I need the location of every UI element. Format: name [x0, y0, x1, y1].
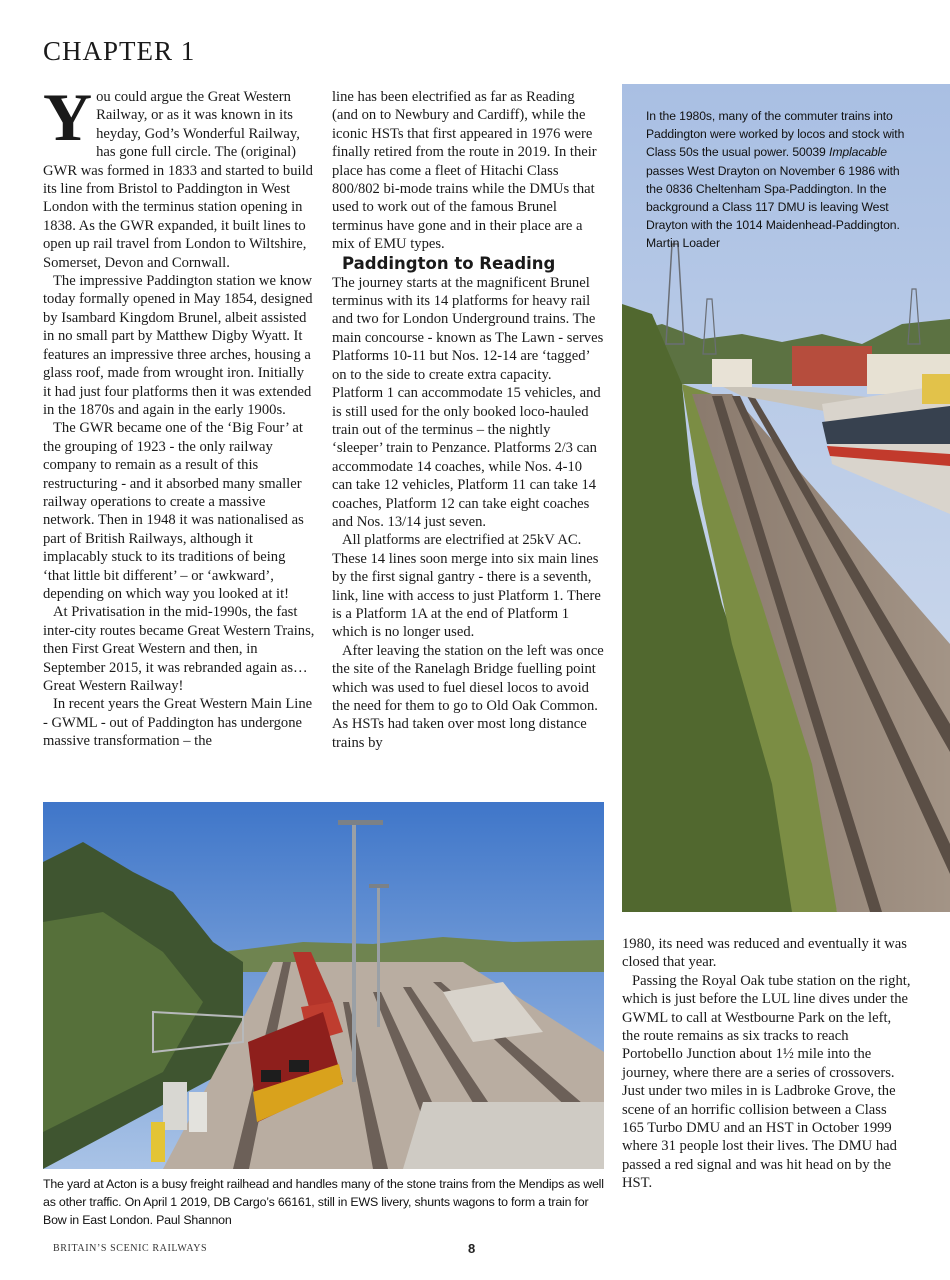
text-column-2 [332, 88, 604, 752]
paragraph: The GWR became one of the ‘Big Four’ at the grouping of 1923 - the only railway company to remain as a result of this restructuring - and it absorbed many smaller railway operations to create a massive network. Then in 1948 it was nationalised as part of British Railways, although it implacably stuck to its traditions of being ‘that little bit different’ – or ‘awkward’, depending on which way you looked at it! [43, 420, 304, 602]
paragraph: The journey starts at the magnificent Brunel terminus with its 14 platforms for heavy rail and two for London Underground trains. The main concourse - known as The Lawn - serves Platforms 10-11 but Nos. 12-14 are ‘tagged’ on to the side to create extra capacity. Platform 1 can accommodate 15 vehicles, and is still used for the only booked loco-hauled train out of the terminus – the nightly ‘sleeper’ train to Penzance. Platforms 2/3 can accommodate 14 coaches, while Nos. 4-10 can take 12 vehicles, Platform 11 can take 14 coaches, Platform 12 can take eight coaches and Nos. 13/14 just seven. [332, 274, 604, 530]
photo-caption-acton-yard: The yard at Acton is a busy freight railhead and handles many of the stone trains from the Mendips as well as other traffic. On April 1 2019, DB Cargo’s 66161, still in EWS livery, shunts wagons to form a train for Bow in East London. Paul Shannon [43, 1177, 604, 1228]
photo-acton-yard [43, 802, 604, 1169]
chapter-title: CHAPTER 1 [43, 36, 196, 66]
footer-publication-name: BRITAIN’S SCENIC RAILWAYS [53, 1243, 208, 1254]
text-column-3 [622, 935, 912, 1193]
paragraph: In recent years the Great Western Main Line - GWML - out of Paddington has undergone massive transformation – the [43, 696, 313, 750]
photo-caption-west-drayton: In the 1980s, many of the commuter trains into Paddington were worked by locos and stock with Class 50s the usual power. 50039 Implacable passes West Drayton on November 6 1986 with the 0836 Cheltenham Spa-Paddington. In the background a Class 117 DMU is leaving West Drayton with the 1014 Maidenhead-Paddington. Martin Loader [646, 109, 905, 251]
section-heading: Paddington to Reading [342, 253, 556, 273]
paragraph-text: ou could argue the Great Western Railway, or as it was known in its heyday, God’s Wonderful Railway, has gone full circle. The (original) GWR was formed in 1833 and started to build its line from Bristol to Paddington in West London with the terminus station opening in 1838. As the GWR expanded, it built lines to open up rail travel from London to Wiltshire, Somerset, Devon and Cornwall. [43, 89, 313, 271]
page-number: 8 [468, 1241, 476, 1256]
photo-acton-yard-image [43, 802, 604, 1169]
paragraph: Passing the Royal Oak tube station on the right, which is just before the LUL line dives under the GWML to call at Westbourne Park on the left, the route remains as six tracks to reach Portobello Junction about 1½ mile into the journey, where there are a series of crossovers. Just under two miles in is Ladbroke Grove, the scene of an horrific collision between a Class 165 Turbo DMU and an HST in October 1999 where 31 people lost their lives. The DMU had passed a red signal and was hit head on by the HST. [622, 972, 911, 1192]
drop-cap: Y [43, 79, 93, 155]
paragraph: line has been electrified as far as Reading (and on to Newbury and Cardiff), while the iconic HSTs that first appeared in 1976 were finally retired from the route in 2019. In their place has come a fleet of Hitachi Class 800/802 bi-mode trains while the DMUs that used to work out of the famous Brunel terminus have gone and in their place are a mix of EMU types. [332, 89, 597, 253]
paragraph [43, 79, 315, 272]
paragraph: The impressive Paddington station we know today formally opened in May 1854, designed by Isambard Kingdom Brunel, albeit assisted in no small part by Matthew Digby Wyatt. It features an impressive three arches, housing a glass roof, made from wrought iron. Initially it had just four platforms then it was extended in the 1870s and again in the early 1900s. [43, 273, 313, 418]
paragraph: 1980, its need was reduced and eventually it was closed that year. [622, 936, 907, 971]
paragraph: All platforms are electrified at 25kV AC. These 14 lines soon merge into six main lines by the first signal gantry - there is a seventh, link, line with access to just Platform 1. There is a Platform 1A at the end of Platform 1 which is no longer used. [332, 532, 601, 641]
paragraph: After leaving the station on the left was once the site of the Ranelagh Bridge fuelling point which was used to fuel diesel locos to avoid the need for them to go to Old Oak Common. As HSTs had taken over most long distance trains by [332, 642, 604, 751]
paragraph: At Privatisation in the mid-1990s, the fast inter-city routes became Great Western Trains, then First Great Western and then, in September 2015, it was rebranded again as… Great Western Railway! [43, 604, 315, 694]
text-column-1 [43, 79, 315, 751]
